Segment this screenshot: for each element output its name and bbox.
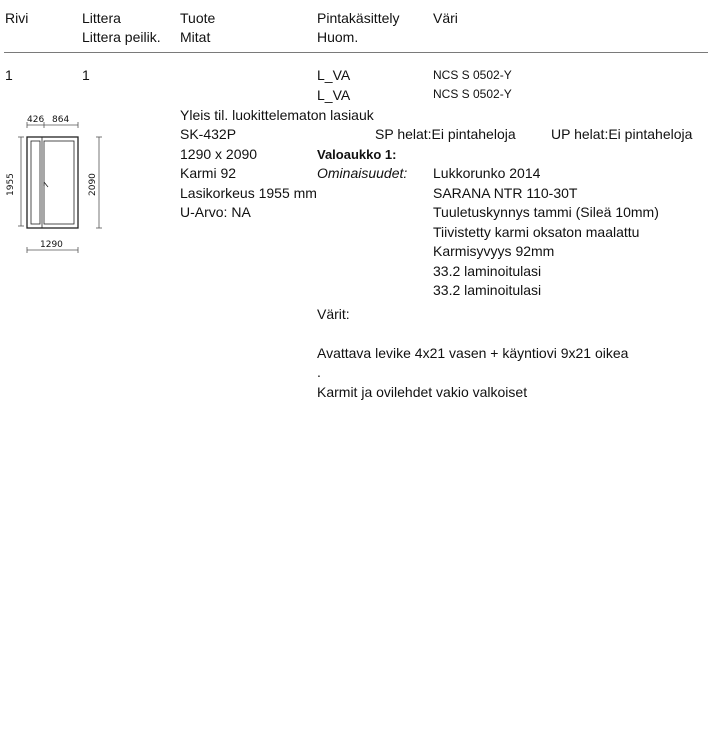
lasikorkeus: Lasikorkeus 1955 mm: [180, 185, 317, 201]
door-frame: [27, 137, 78, 228]
karmi: Karmi 92: [180, 165, 237, 181]
note-line: .: [317, 364, 321, 380]
product-size: 1290 x 2090: [180, 146, 258, 162]
door-drawing: [0, 108, 110, 256]
dim-width-right: 864: [52, 115, 70, 125]
valoaukko-label: Valoaukko 1:: [317, 147, 397, 162]
header-littera: Littera: [82, 10, 121, 26]
finish-line-1: L_VA: [317, 67, 351, 83]
property-item: Lukkorunko 2014: [433, 165, 541, 181]
header-huom: Huom.: [317, 29, 359, 45]
color-line-1: NCS S 0502-Y: [433, 68, 512, 82]
header-rivi: Rivi: [5, 10, 29, 26]
dim-width-left: 426: [27, 115, 45, 125]
property-item: Tuuletuskynnys tammi (Sileä 10mm): [433, 204, 659, 220]
ominaisuudet-label: Ominaisuudet:: [317, 165, 408, 181]
note-line: Karmit ja ovilehdet vakio valkoiset: [317, 384, 528, 400]
door-handle-icon: [44, 182, 48, 187]
finish-line-2: L_VA: [317, 87, 351, 103]
u-arvo: U-Arvo: NA: [180, 204, 251, 220]
dim-width-total: 1290: [40, 240, 63, 250]
property-item: 33.2 laminoitulasi: [433, 282, 542, 298]
dim-height-left: 1955: [6, 173, 16, 196]
property-item: SARANA NTR 110-30T: [433, 185, 578, 201]
property-item: 33.2 laminoitulasi: [433, 263, 542, 279]
dim-height-right: 2090: [88, 173, 98, 196]
up-helat: UP helat:Ei pintaheloja: [551, 126, 693, 142]
color-line-2: NCS S 0502-Y: [433, 87, 512, 101]
left-dimension: [18, 137, 24, 226]
property-item: Tiivistetty karmi oksaton maalattu: [433, 224, 640, 240]
header-tuote: Tuote: [180, 10, 216, 26]
property-item: Karmisyvyys 92mm: [433, 243, 555, 259]
sp-helat: SP helat:Ei pintaheloja: [375, 126, 516, 142]
row-rivi: 1: [5, 67, 13, 83]
product-model: SK-432P: [180, 126, 237, 142]
header-vari: Väri: [433, 10, 458, 26]
header-mitat: Mitat: [180, 29, 211, 45]
header-pintakasittely: Pintakäsittely: [317, 10, 400, 26]
note-line: Avattava levike 4x21 vasen + käyntiovi 9x21 oikea: [317, 345, 629, 361]
product-name: Yleis til. luokittelematon lasiauk: [180, 107, 374, 123]
varit-label: Värit:: [317, 306, 350, 322]
header-littera-peilik: Littera peilik.: [82, 29, 161, 45]
row-littera: 1: [82, 67, 90, 83]
header-divider: [4, 52, 708, 53]
